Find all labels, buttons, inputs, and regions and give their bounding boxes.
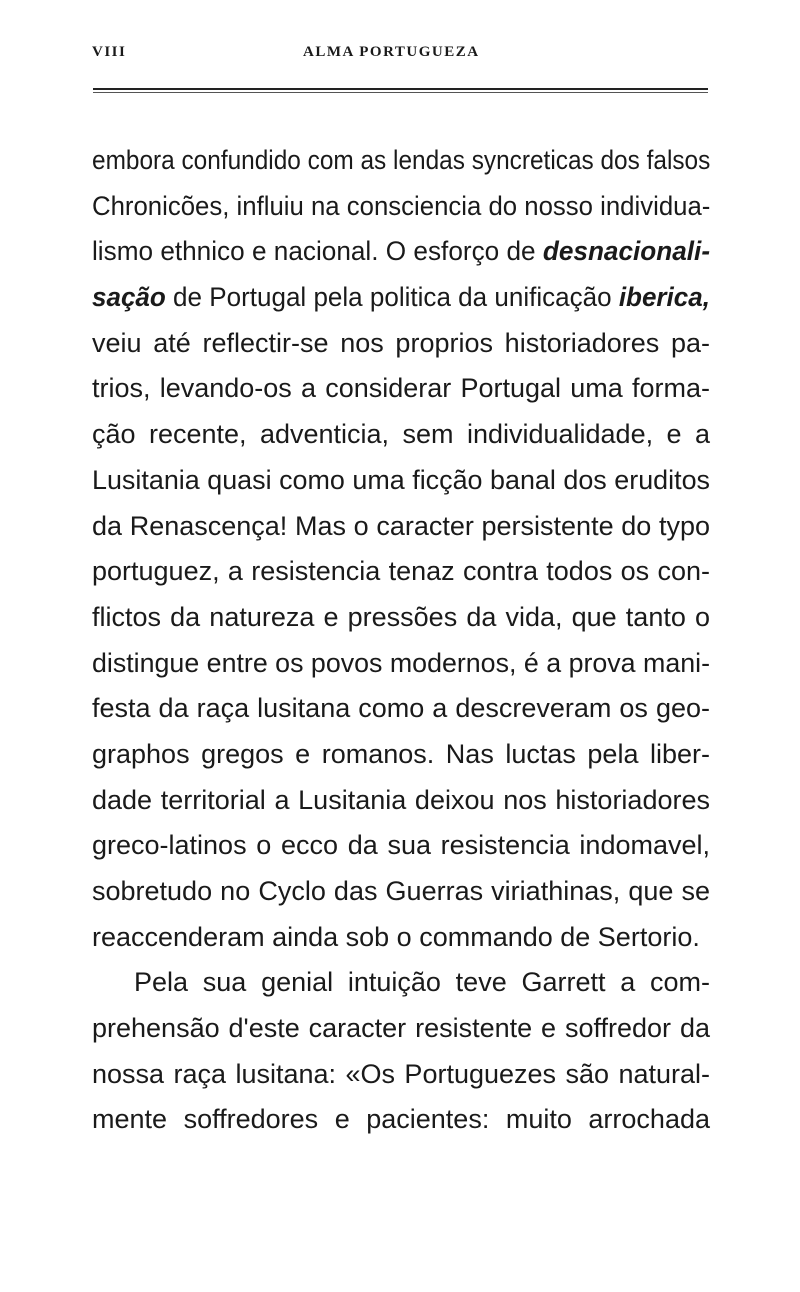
text-line: Lusitania quasi como uma ficção banal dos eruditos: [92, 464, 711, 495]
text-line: sobretudo no Cyclo das Guerras viriathinas, que se: [92, 876, 710, 906]
text-line: greco-latinos o ecco da sua resistencia indomavel,: [92, 830, 710, 861]
page-header: [92, 44, 708, 68]
text-line: dade territorial a Lusitania deixou nos historiadores: [92, 784, 710, 815]
body-text: [92, 138, 710, 1143]
text-run: lismo ethnico e nacional. O esforço de: [92, 236, 543, 267]
page-number: VIII: [92, 44, 127, 60]
text-line: graphos gregos e romanos. Nas luctas pela liber-: [92, 738, 710, 769]
running-title: ALMA PORTUGUEZA: [303, 44, 480, 60]
text-line: da Renascença! Mas o caracter persistente do typo: [92, 510, 710, 541]
text-line: veiu até reflectir-se nos proprios historiadores pa-: [92, 327, 710, 358]
text-line: portuguez, a resistencia tenaz contra todos os con-: [92, 556, 710, 587]
emphasis: desnacionali-: [542, 236, 711, 267]
text-line: Pela sua genial intuição teve Garrett a com-: [134, 967, 710, 998]
text-line: reaccenderam ainda sob o commando de Sertorio.: [92, 921, 700, 952]
text-line: [92, 229, 710, 275]
paragraph-1: [92, 138, 710, 960]
text-line: mente soffredores e pacientes: muito arrochada: [92, 1104, 710, 1135]
text-run: de Portugal pela politica da unificação: [165, 282, 619, 313]
text-line: nossa raça lusitana: «Os Portuguezes são natural-: [92, 1058, 710, 1089]
text-line: prehensão d'este caracter resistente e soffredor da: [92, 1013, 710, 1044]
text-line: embora confundido com as lendas syncreticas dos falsos: [92, 145, 711, 175]
text-line: ção recente, adventicia, sem individualidade, e a: [92, 419, 710, 450]
emphasis: sação: [92, 282, 166, 313]
text-line: distingue entre os povos modernos, é a prova mani-: [92, 647, 711, 678]
header-rule: [93, 88, 708, 93]
paragraph-2: [92, 960, 710, 1143]
text-line: flictos da natureza e pressões da vida, que tanto o: [92, 601, 710, 632]
text-line: Chronicões, influiu na consciencia do nosso individua-: [92, 190, 711, 221]
emphasis: iberica,: [618, 282, 710, 313]
text-line: festa da raça lusitana como a descreveram os geo-: [92, 693, 710, 724]
text-line: [92, 275, 710, 321]
text-line: trios, levando-os a considerar Portugal uma forma-: [92, 373, 710, 404]
